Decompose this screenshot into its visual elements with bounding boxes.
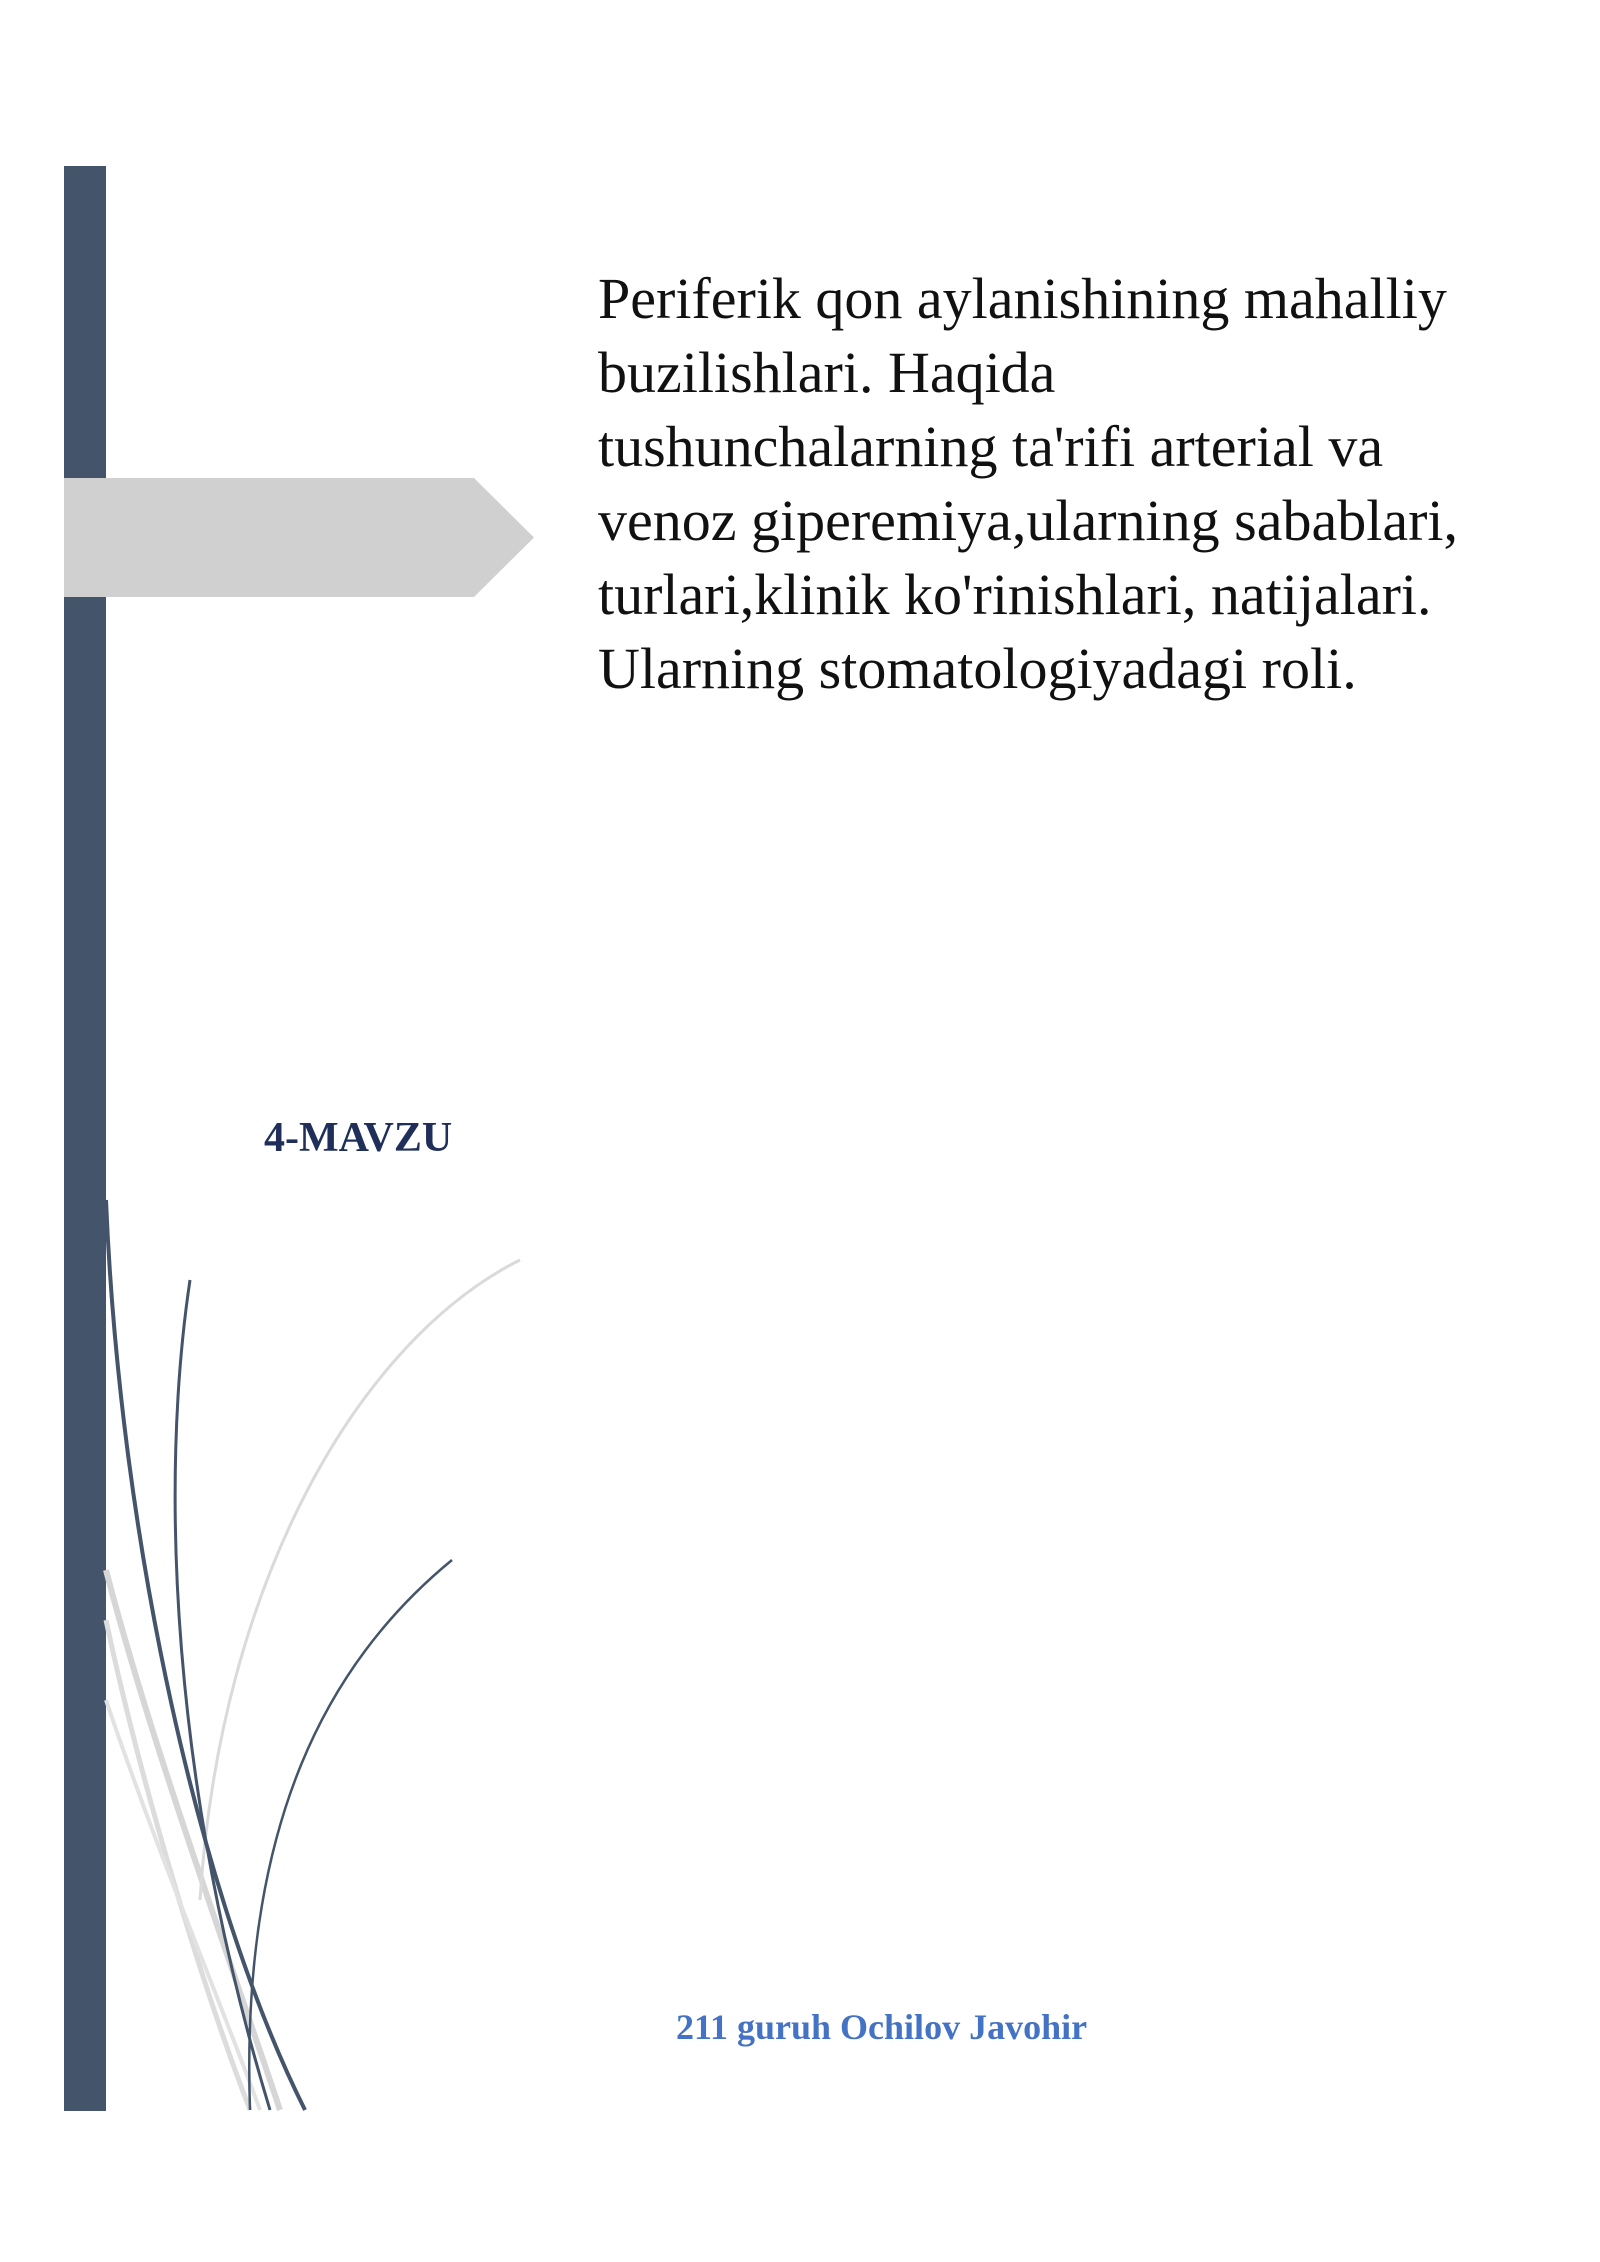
- topic-label: 4-MAVZU: [264, 1115, 453, 1161]
- arrow-tab-shape: [64, 478, 534, 597]
- title-line-4: venoz giperemiya,ularning sabablari,: [598, 488, 1459, 553]
- arrow-tab-decoration: [64, 478, 534, 597]
- title-line-5: turlari,klinik ko'rinishlari, natijalari.: [598, 562, 1432, 627]
- swoosh-light-1: [106, 1570, 280, 2110]
- title-line-3: tushunchalarning ta'rifi arterial va: [598, 414, 1384, 479]
- swoosh-dark-1: [106, 1200, 305, 2110]
- document-title: [598, 262, 1538, 706]
- swoosh-light-3: [200, 1260, 520, 1900]
- swoosh-dark-3: [249, 1560, 452, 2110]
- title-line-1: Periferik qon aylanishining mahalliy: [598, 266, 1447, 331]
- title-line-2: buzilishlari. Haqida: [598, 340, 1056, 405]
- swoosh-light-2: [106, 1620, 250, 2110]
- title-line-6: Ularning stomatologiyadagi roli.: [598, 636, 1357, 701]
- author-line: 211 guruh Ochilov Javohir: [676, 2007, 1088, 2047]
- swoosh-dark-2: [175, 1280, 270, 2110]
- swoosh-decoration: [0, 1180, 600, 2120]
